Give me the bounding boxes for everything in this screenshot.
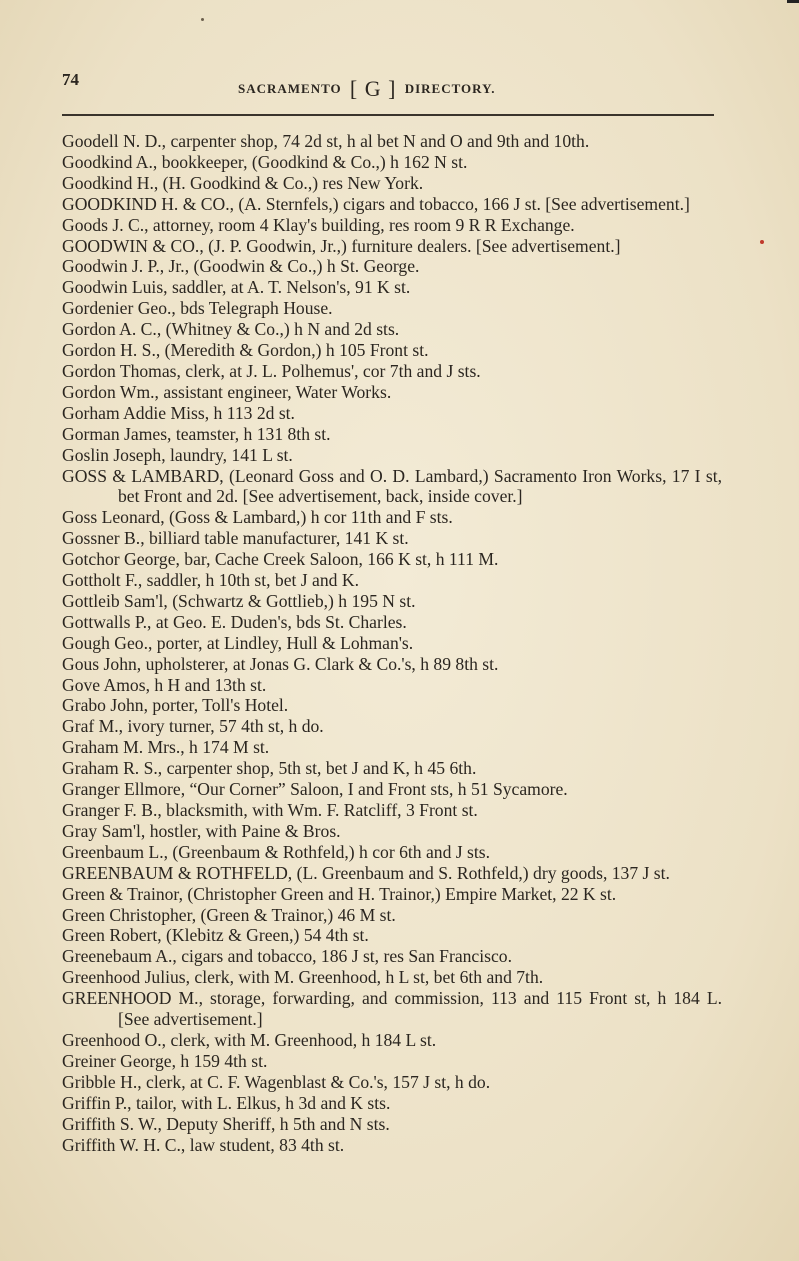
directory-entry: Gottleib Sam'l, (Schwartz & Gottlieb,) h 195 N st. (62, 590, 416, 611)
directory-entry: Green & Trainor, (Christopher Green and H. Trainor,) Empire Market, 22 K st. (62, 883, 617, 904)
directory-entry: Goodkind A., bookkeeper, (Goodkind & Co.,) h 162 N st. (62, 151, 468, 172)
directory-entry: Gous John, upholsterer, at Jonas G. Clark & Co.'s, h 89 8th st. (62, 653, 499, 674)
print-speck (201, 18, 204, 21)
directory-entry: Goodkind H., (H. Goodkind & Co.,) res New York. (62, 172, 424, 193)
directory-entry: Gough Geo., porter, at Lindley, Hull & Lohman's. (62, 632, 414, 653)
page-number: 74 (62, 70, 79, 89)
header-rule (62, 114, 714, 116)
directory-entry: Goss Leonard, (Goss & Lambard,) h cor 11th and F sts. (62, 507, 453, 528)
directory-entry: Granger Ellmore, “Our Corner” Saloon, I and Front sts, h 51 Sycamore. (62, 779, 568, 800)
running-head-left: SACRAMENTO (238, 81, 342, 96)
directory-entry: Granger F. B., blacksmith, with Wm. F. Ratcliff, 3 Front st. (62, 800, 478, 820)
directory-entry: Goodell N. D., carpenter shop, 74 2d st, h al bet N and O and 9th and 10th. (62, 131, 590, 151)
directory-entry: Gorman James, teamster, h 131 8th st. (62, 423, 331, 444)
directory-entry: Griffin P., tailor, with L. Elkus, h 3d and K sts. (62, 1092, 391, 1113)
directory-entry: Greenebaum A., cigars and tobacco, 186 J st, res San Francisco. (62, 946, 512, 967)
directory-entries (62, 131, 722, 1155)
directory-entry: GREENBAUM & ROTHFELD, (L. Greenbaum and S. Rothfeld,) dry goods, 137 J st. (62, 862, 670, 883)
running-head-title (238, 73, 496, 99)
directory-entry: GOODWIN & CO., (J. P. Goodwin, Jr.,) furniture dealers. [See advertisement.] (62, 235, 621, 256)
directory-entry: Gossner B., billiard table manufacturer, 141 K st. (62, 528, 409, 549)
directory-entry: Gorham Addie Miss, h 113 2d st. (62, 402, 295, 423)
directory-entry: Gray Sam'l, hostler, with Paine & Bros. (62, 820, 341, 841)
directory-entry: Gordon A. C., (Whitney & Co.,) h N and 2d sts. (62, 319, 400, 340)
margin-mark (760, 240, 764, 244)
directory-entry: Greenbaum L., (Greenbaum & Rothfeld,) h cor 6th and J sts. (62, 841, 491, 862)
directory-entry: Green Christopher, (Green & Trainor,) 46 M st. (62, 904, 396, 925)
directory-entry: Greenhood O., clerk, with M. Greenhood, h 184 L st. (62, 1029, 437, 1050)
directory-entry: Griffith W. H. C., law student, 83 4th st. (62, 1134, 345, 1155)
directory-entry: Gottwalls P., at Geo. E. Duden's, bds St. Charles. (62, 611, 407, 632)
directory-entry: GREENHOOD M., storage, forwarding, and commission, 113 and 115 Front st, h 184 L. [See advertisement.] (62, 988, 722, 1030)
directory-entry: GOSS & LAMBARD, (Leonard Goss and O. D. Lambard,) Sacramento Iron Works, 17 I st, bet Front and 2d. [See advertisement, back, inside cover.] (62, 465, 722, 507)
directory-entry: Green Robert, (Klebitz & Green,) 54 4th st. (62, 925, 369, 946)
directory-entry: Gove Amos, h H and 13th st. (62, 674, 267, 695)
directory-entry: Goslin Joseph, laundry, 141 L st. (62, 444, 293, 465)
directory-entry: Gottholt F., saddler, h 10th st, bet J and K. (62, 570, 359, 591)
directory-entry: Grabo John, porter, Toll's Hotel. (62, 695, 289, 716)
directory-entry: Graf M., ivory turner, 57 4th st, h do. (62, 716, 324, 737)
directory-entry: Goods J. C., attorney, room 4 Klay's building, res room 9 R R Exchange. (62, 214, 575, 235)
directory-entry: Goodwin Luis, saddler, at A. T. Nelson's, 91 K st. (62, 277, 411, 298)
running-header (62, 70, 717, 101)
directory-entry: Greiner George, h 159 4th st. (62, 1050, 268, 1071)
directory-entry: Griffith S. W., Deputy Sheriff, h 5th and N sts. (62, 1113, 390, 1134)
directory-entry: Graham M. Mrs., h 174 M st. (62, 737, 270, 758)
corner-mark (787, 0, 799, 3)
directory-entry: Gordenier Geo., bds Telegraph House. (62, 298, 333, 319)
directory-entry: Gordon H. S., (Meredith & Gordon,) h 105 Front st. (62, 340, 429, 361)
directory-entry: Greenhood Julius, clerk, with M. Greenhood, h L st, bet 6th and 7th. (62, 967, 544, 988)
running-head-right: DIRECTORY. (404, 81, 496, 96)
directory-entry: Graham R. S., carpenter shop, 5th st, bet J and K, h 45 6th. (62, 758, 477, 779)
running-head-letter: [ G ] (349, 76, 397, 101)
directory-entry: Gribble H., clerk, at C. F. Wagenblast & Co.'s, 157 J st, h do. (62, 1071, 491, 1092)
directory-entry: GOODKIND H. & CO., (A. Sternfels,) cigars and tobacco, 166 J st. [See advertisement.] (62, 193, 690, 214)
directory-entry: Gordon Thomas, clerk, at J. L. Polhemus', cor 7th and J sts. (62, 360, 481, 381)
directory-entry: Gotchor George, bar, Cache Creek Saloon, 166 K st, h 111 M. (62, 549, 499, 570)
directory-entry: Goodwin J. P., Jr., (Goodwin & Co.,) h St. George. (62, 256, 420, 277)
directory-entry: Gordon Wm., assistant engineer, Water Works. (62, 381, 392, 402)
